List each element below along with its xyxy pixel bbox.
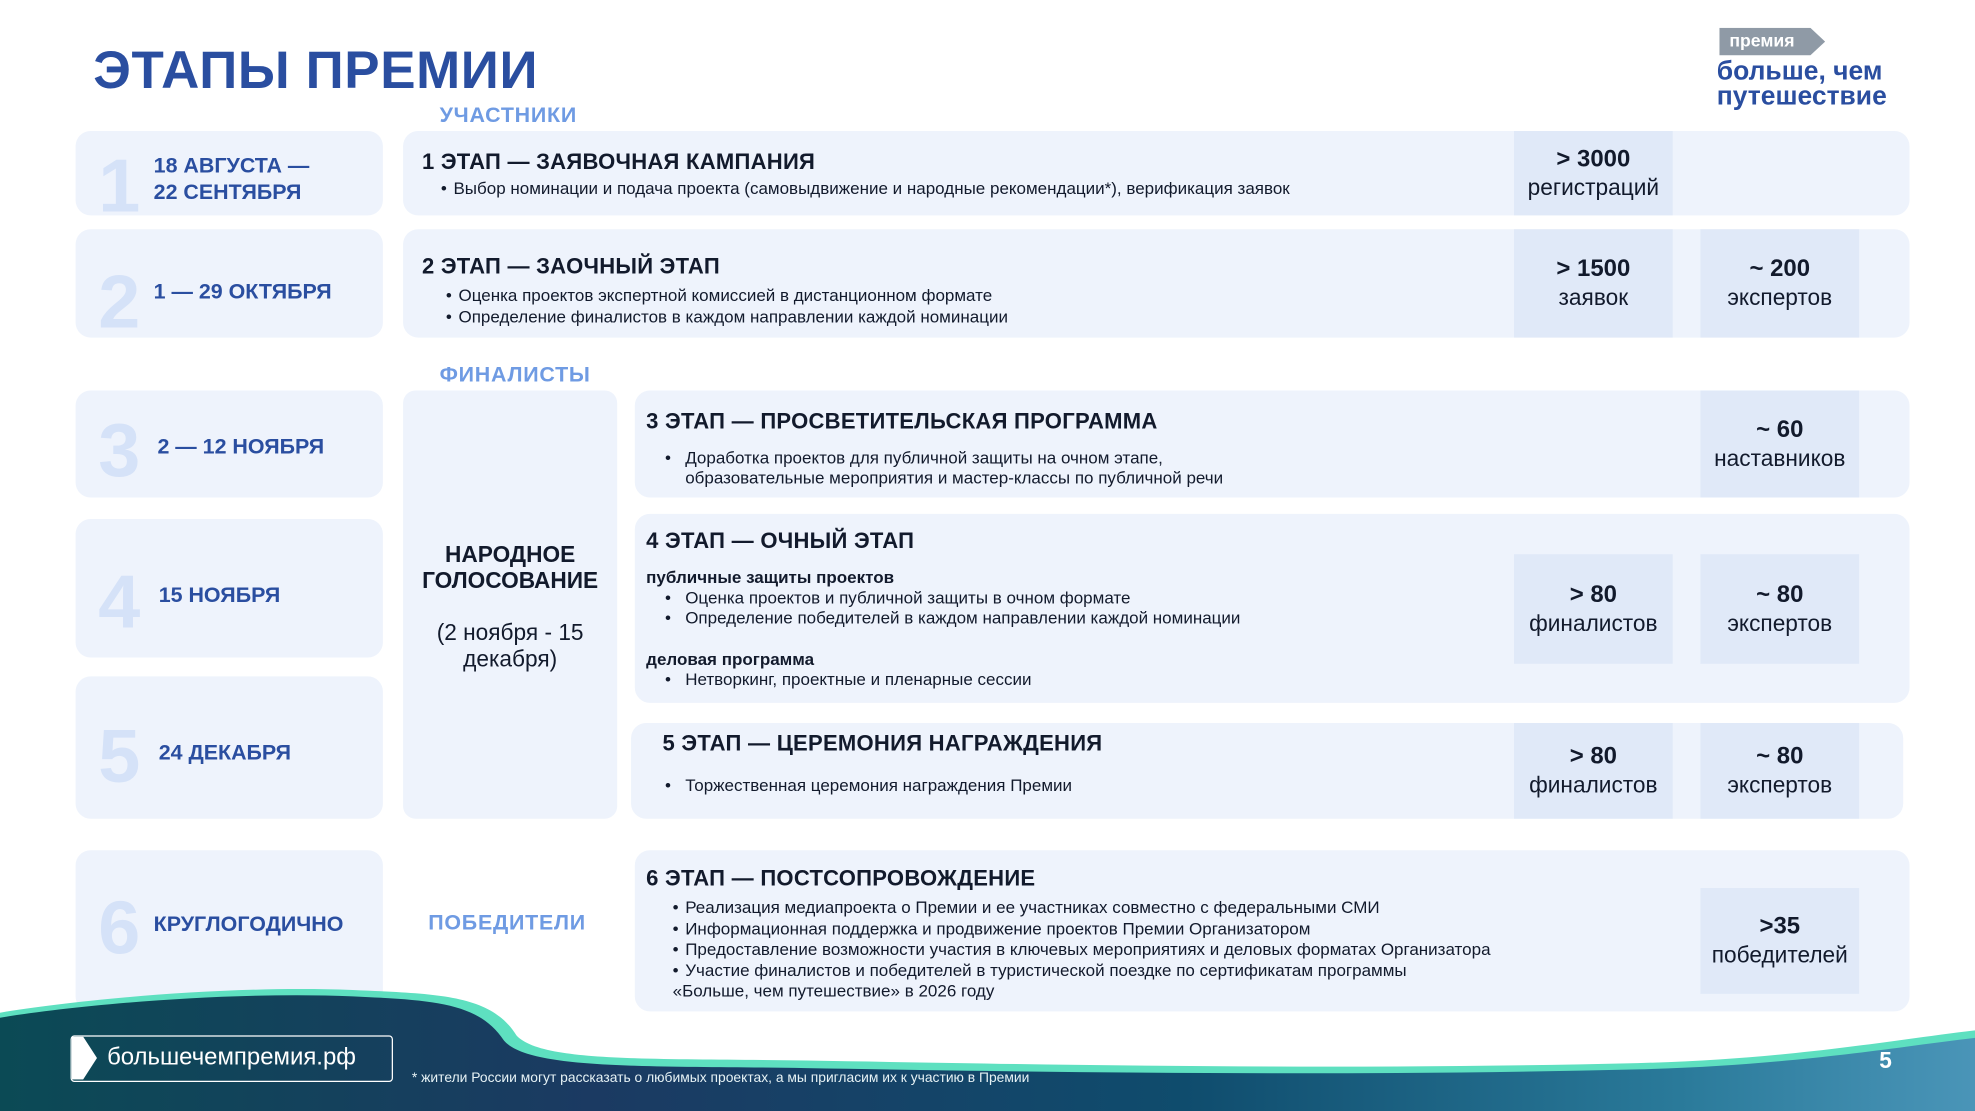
stage-bullet: • Оценка проектов экспертной комиссией в дистанционном формате: [445, 285, 993, 305]
date-number-5: 5: [98, 714, 141, 799]
stat-registrations: > 3000 регистраций: [1514, 131, 1673, 215]
stage-title-4: 4 ЭТАП — ОЧНЫЙ ЭТАП: [646, 527, 915, 553]
date-text-2: 1 — 29 ОКТЯБРЯ: [153, 279, 332, 304]
stage-bullet: • Определение финалистов в каждом направлении каждой номинации: [445, 307, 1008, 327]
logo-text-line2: путешествие: [1716, 81, 1887, 111]
stage-bullet: • Реализация медиапроекта о Премии и ее участниках совместно с федеральными СМИ: [672, 898, 1380, 917]
stat-winners: >35 победителей: [1700, 888, 1859, 994]
stage-bullet: • Торжественная церемония награждения Премии: [665, 775, 1073, 795]
vote-title-line2: ГОЛОСОВАНИЕ: [422, 568, 599, 594]
vote-dates-line1: (2 ноября - 15: [436, 619, 584, 645]
stat-mentors: ~ 60 наставников: [1700, 390, 1859, 497]
subheading-business-program: деловая программа: [646, 649, 815, 669]
stage-card-3: [635, 390, 1910, 497]
page-title: ЭТАПЫ ПРЕМИИ: [93, 40, 539, 100]
stage-bullet: • Выбор номинации и подача проекта (самовыдвижение и народные рекомендации*), верификация заявок: [440, 178, 1290, 198]
stage-bullet: • Оценка проектов и публичной защиты в очном формате: [665, 588, 1131, 608]
page-number: 5: [1879, 1047, 1892, 1074]
stat-finalists: > 80 финалистов: [1514, 723, 1673, 819]
stage-bullet-continuation: образовательные мероприятия и мастер-классы по публичной речи: [685, 468, 1224, 488]
date-number-4: 4: [98, 559, 141, 644]
stat-applications: > 1500 заявок: [1514, 229, 1673, 337]
date-card-5: [76, 676, 383, 818]
section-finalists: ФИНАЛИСТЫ: [439, 362, 591, 387]
stage-bullet-continuation: «Больше, чем путешествие» в 2026 году: [672, 981, 995, 1001]
site-link-button[interactable]: [71, 1035, 393, 1082]
arrow-icon: [72, 1037, 97, 1080]
popular-vote-card: [403, 390, 617, 818]
stage-card-1: [403, 131, 1909, 215]
section-winners: ПОБЕДИТЕЛИ: [428, 910, 586, 935]
stage-bullet: • Предоставление возможности участия в ключевых мероприятиях и деловых форматах Организатора: [672, 939, 1491, 959]
logo-text-line1: больше, чем: [1716, 56, 1883, 86]
date-text-4: 15 НОЯБРЯ: [158, 583, 281, 608]
stage-title-2: 2 ЭТАП — ЗАОЧНЫЙ ЭТАП: [421, 253, 720, 279]
stage-title-3: 3 ЭТАП — ПРОСВЕТИТЕЛЬСКАЯ ПРОГРАММА: [646, 408, 1158, 434]
stage-title-5: 5 ЭТАП — ЦЕРЕМОНИЯ НАГРАЖДЕНИЯ: [662, 730, 1103, 756]
date-card-2: [76, 229, 383, 344]
footnote: * жители России могут рассказать о любимых проектах, а мы пригласим их к участию в Премии: [411, 1070, 1030, 1086]
date-card-4: [76, 519, 383, 658]
date-number-1: 1: [98, 143, 141, 228]
stage-bullet: • Участие финалистов и победителей в туристической поездке по сертификатам программы: [672, 961, 1407, 980]
vote-title-line1: НАРОДНОЕ: [445, 541, 576, 567]
date-text-1b: 22 СЕНТЯБРЯ: [153, 180, 302, 205]
section-participants: УЧАСТНИКИ: [439, 103, 578, 128]
date-number-6: 6: [98, 885, 141, 970]
stat-experts: ~ 80 экспертов: [1700, 723, 1859, 819]
footer-wave: [0, 957, 1975, 1111]
stage-bullet: • Нетворкинг, проектные и пленарные сессии: [665, 670, 1032, 689]
stage-bullet: • Определение победителей в каждом направлении каждой номинации: [665, 608, 1241, 628]
site-link-text: большечемпремия.рф: [107, 1044, 356, 1071]
stage-card-4: [635, 514, 1910, 703]
stat-finalists: > 80 финалистов: [1514, 554, 1673, 664]
vote-dates-line2: декабря): [463, 646, 558, 672]
stat-experts: ~ 80 экспертов: [1700, 554, 1859, 664]
date-number-2: 2: [98, 259, 141, 344]
date-card-3: [76, 390, 383, 497]
logo-badge-text: премия: [1729, 30, 1795, 51]
stage-bullet: • Информационная поддержка и продвижение проектов Премии Организатором: [672, 919, 1311, 939]
brand-logo: [1717, 25, 1931, 113]
date-text-1a: 18 АВГУСТА —: [153, 153, 310, 178]
date-card-1: [76, 131, 383, 228]
stage-title-1: 1 ЭТАП — ЗАЯВОЧНАЯ КАМПАНИЯ: [421, 148, 816, 174]
date-text-5: 24 ДЕКАБРЯ: [158, 740, 292, 765]
subheading-public-defense: публичные защиты проектов: [646, 568, 895, 587]
stage-bullet: • Доработка проектов для публичной защиты на очном этапе,: [665, 448, 1163, 468]
date-text-3: 2 — 12 НОЯБРЯ: [157, 434, 325, 459]
stage-card-2: [403, 229, 1909, 337]
date-text-6: КРУГЛОГОДИЧНО: [153, 911, 344, 936]
stat-experts: ~ 200 экспертов: [1700, 229, 1859, 337]
date-number-3: 3: [98, 408, 141, 493]
stage-title-6: 6 ЭТАП — ПОСТСОПРОВОЖДЕНИЕ: [646, 865, 1036, 891]
stage-card-5: [631, 723, 1903, 819]
